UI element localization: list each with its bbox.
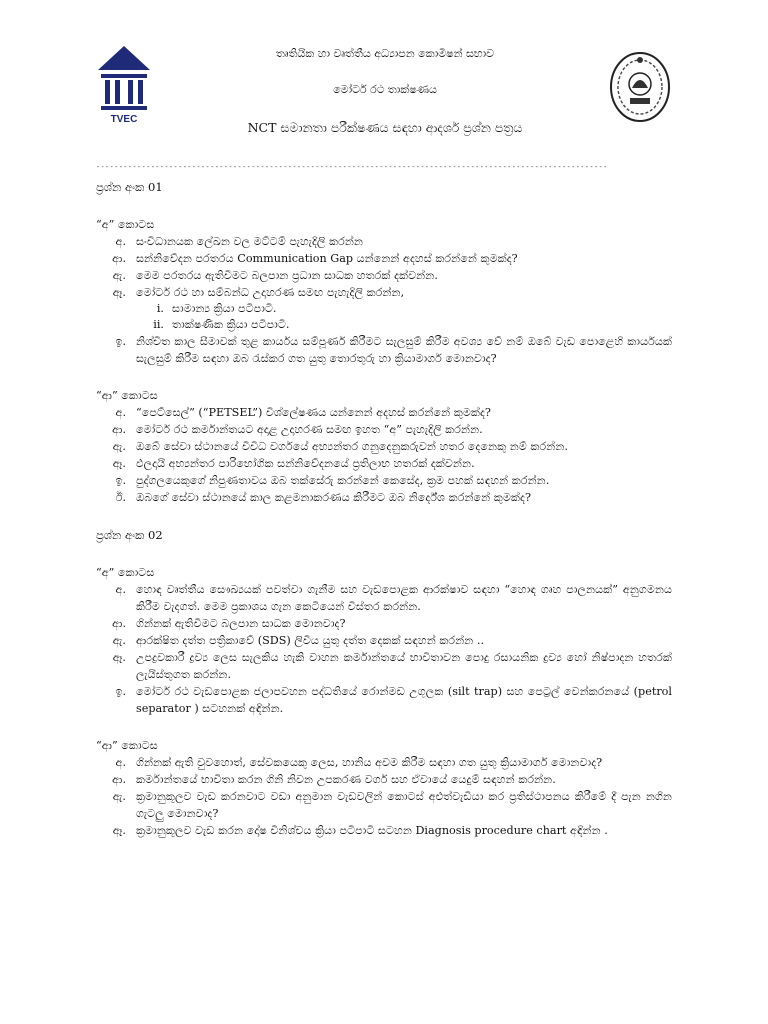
sub-list-item: i. සාමාන්‍ය ක්‍රියා පටිපාටි. xyxy=(156,302,277,315)
q2-part-b-title: “ආ” කොටස xyxy=(96,739,158,752)
list-item: ආ. මෝටර් රථ කර්මාන්තයට අදාළ උදාහරණ සමඟ ඉහත “අ” පැහැදිලි කරන්න. xyxy=(112,423,483,436)
list-item: ඈ. ඵලදායි අභ්‍යන්තර පාරිභෝගික සන්නිවේදනයේ ප්‍රතිලාභ හතරක් දක්වන්න. xyxy=(112,457,475,470)
list-item: ඉ. පුද්ගලයෙකුගේ නිපුණතාවය ඔබ තක්සේරු කරන්නේ කෙසේද, ක්‍රම පහක් සඳහන් කරන්න. xyxy=(115,474,550,487)
sub-list-item: ii. තාක්ෂණික ක්‍රියා පටිපාටි. xyxy=(153,318,290,331)
list-item: ඉ. මෝටර් රථ වැඩපොළක ජලාපවහන පද්ධතියේ රොන්මඩ උගුලක (silt trap) සහ පෙට්‍රල් වෙන්කරනයේ (petrol separator ) සටහනක් අඳින්න. xyxy=(115,685,672,715)
question-paper-body xyxy=(96,178,672,839)
list-item: ඈ. මෝටර් රථ හා සම්බන්ධ උදාහරණ සමඟ පැහැදිලි කරන්න, xyxy=(112,286,405,299)
list-item: ඊ. ඔබගේ සේවා ස්ථානයේ කාල කළමනාකරණය කිරීමට ඔබ නිර්දේශ කරන්නේ කුමක්ද? xyxy=(115,491,531,504)
list-item: අ. හොඳ වෘත්තීය සෞඛ්‍යයක් පවත්වා ගැනීම සහ වැඩපොළක ආරක්ෂාව සඳහා “හොඳ ගෘහ පාලනයක්” අනුගමනය කිරීම වැදගත්. මෙම ප්‍රකාශය ගැන කෙටියෙන් විස්තර කරන්න. xyxy=(115,583,672,613)
list-item: ආ. කර්මාන්තයේ භාවිතා කරන ගිනි නිවන උපකරණ වර්ග සහ ඒවායේ යෙදුම් සඳහන් කරන්න. xyxy=(112,773,556,786)
list-item: ඈ. ක්‍රමානුකූලව වැඩ කරන දෝෂ විනිශ්චය ක්‍රියා පටිපාටි සටහන Diagnosis procedure chart අඳින්න . xyxy=(112,824,608,837)
tvec-logo-text: TVEC xyxy=(110,114,138,125)
list-item: ඇ. ක්‍රමානුකූලව වැඩ කරනවාට වඩා අනුමාන වැඩවලින් කොටස් අළුත්වැඩියා කර ප්‍රතිස්ථාපනය කිරීමේ දී පැන නගින ගැටලු මොනවාද? xyxy=(112,790,672,820)
list-item: ආ. සන්නිවේදන පරතරය Communication Gap යන්නෙන් අදහස් කරන්නේ කුමක්ද? xyxy=(112,252,518,265)
list-item: ඈ. උපද්‍රවකාරී ද්‍රව්‍ය ලෙස සැලකිය හැකි වාහන කර්මාන්තයේ භාවිතාවන පොදු රසායනික ද්‍රව්‍ය හෝ නිෂ්පාදන හතරක් ලැයිස්තුගත කරන්න. xyxy=(112,651,672,681)
q2-part-a-title: “අ” කොටස xyxy=(96,566,155,579)
list-item: ආ. ගින්නක් ඇතිවීමට බලපාන සාධක මොනවාද? xyxy=(112,617,346,630)
list-item: ඇ. මෙම පරතරය ඇතිවීමට බලපාන ප්‍රධාන සාධක හතරක් දක්වන්න. xyxy=(112,269,438,282)
q1-part-b-title: “ආ” කොටස xyxy=(96,389,158,402)
q1-part-a-title: “අ” කොටස xyxy=(96,218,155,231)
list-item: ඇ. ඔබේ සේවා ස්ථානයේ විවිධ වර්ගයේ අභ්‍යන්තර ගනුදෙනුකරුවන් හතර දෙනෙකු නම් කරන්න. xyxy=(112,440,568,453)
list-item: අ. “පෙට්සෙල්” (“PETSEL”) විශ්ලේෂණය යන්නෙන් අදහස් කරන්නේ කුමක්ද? xyxy=(115,406,491,419)
subject-title: මෝටර් රථ තාක්ෂණය xyxy=(333,83,437,96)
question-1-title: ප්‍රශ්න අංක 01 xyxy=(96,180,163,194)
paper-title: NCT සමානතා පරීක්ෂණය සඳහා ආදර්ශ ප්‍රශ්න පත්‍රය xyxy=(247,120,523,135)
institution-name: තෘතියික හා වෘත්තීය අධ්‍යාපන කොමිෂන් සභාව xyxy=(275,47,495,60)
list-item: ඇ. ආරක්ෂිත දත්ත පත්‍රිකාවේ (SDS) ලිවිය යුතු දත්ත දෙකක් සඳහන් කරන්න .. xyxy=(112,634,485,647)
list-item: අ. සංවිධානයක ලේඛන වල මට්ටම් පැහැදිලි කරන්න xyxy=(115,235,364,248)
divider-line: ---------------------------------------------------------------------------------------------------------------- xyxy=(96,163,608,171)
list-item: ඉ. නිශ්චිත කාල සීමාවක් තුළ කාර්යය සම්පූර්ණ කිරීමට සැලසුම් කිරීම අවශ්‍ය වේ නම් ඔබේ වැඩ පොළෙහි කාර්යයක් සැලසුම් කිරීම සඳහා ඔබ රැස්කර ගත යුතු තොරතුරු හා ක්‍රියාමාර්ග මොනවාද? xyxy=(115,335,672,365)
question-2-title: ප්‍රශ්න අංක 02 xyxy=(96,528,163,542)
list-item: අ. ගින්නක් ඇති වුවහොත්, සේවකයෙකු ලෙස, හානිය අවම කිරීම සඳහා ගත යුතු ක්‍රියාමාර්ග මොනවාද? xyxy=(115,756,603,769)
tvec-logo xyxy=(96,44,152,126)
